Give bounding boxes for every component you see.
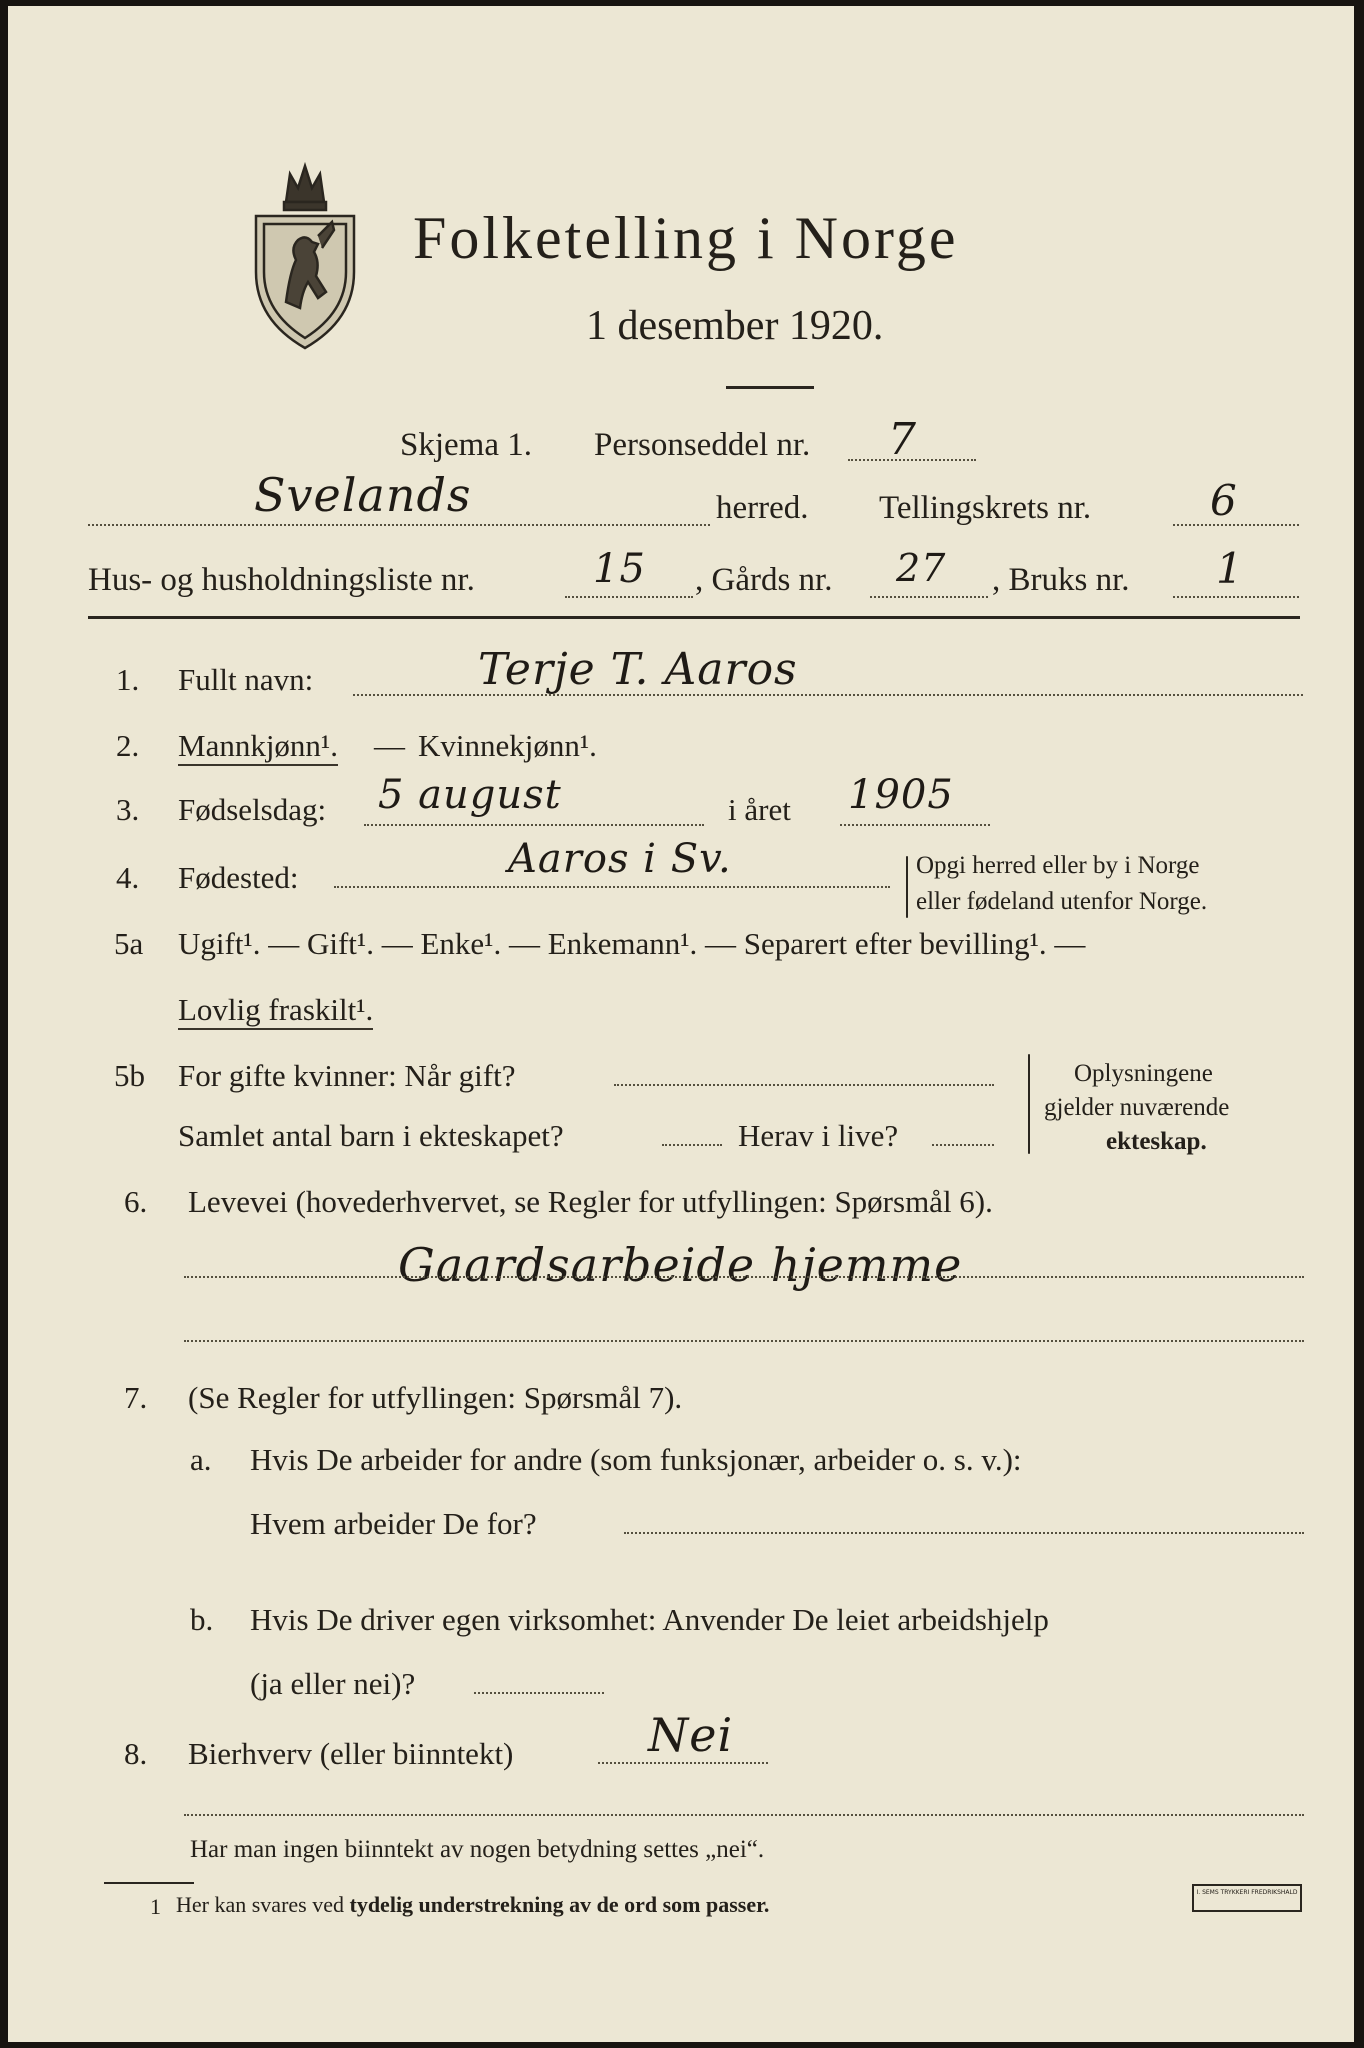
q7-number: 7. bbox=[124, 1380, 148, 1415]
q3-label: Fødselsdag: bbox=[178, 792, 327, 827]
q6-number: 6. bbox=[124, 1184, 148, 1219]
q5b-children-label: Samlet antal barn i ekteskapet? bbox=[178, 1118, 564, 1153]
husliste-value: 15 bbox=[593, 546, 646, 592]
q8-number: 8. bbox=[124, 1736, 148, 1771]
bruks-value: 1 bbox=[1216, 544, 1244, 593]
bruks-line bbox=[1173, 596, 1299, 598]
q4-note-brace bbox=[906, 856, 908, 918]
q6-line2 bbox=[184, 1340, 1304, 1342]
q2-separator: — bbox=[374, 728, 405, 763]
q4-number: 4. bbox=[116, 860, 140, 895]
herred-line bbox=[88, 524, 710, 526]
q3-date-line bbox=[364, 824, 704, 826]
q5b-alive-label: Herav i live? bbox=[738, 1118, 899, 1153]
q5b-children-line bbox=[662, 1144, 722, 1146]
q8-line2 bbox=[184, 1814, 1304, 1816]
census-date: 1 desember 1920. bbox=[586, 303, 884, 349]
q2-female-option: Kvinnekjønn¹. bbox=[418, 728, 597, 763]
q7a-question-line2: Hvem arbeider De for? bbox=[250, 1506, 537, 1541]
personseddel-value: 7 bbox=[888, 414, 917, 465]
q6-line1 bbox=[184, 1276, 1304, 1278]
tellingskrets-value: 6 bbox=[1210, 476, 1238, 525]
q5a-number: 5a bbox=[114, 926, 144, 961]
q5b-note-line2: gjelder nuværende bbox=[1044, 1094, 1230, 1121]
q5a-options-line1: Ugift¹. — Gift¹. — Enke¹. — Enkemann¹. — Separert efter bevilling¹. — bbox=[178, 926, 1086, 961]
q5b-when-married-label: For gifte kvinner: Når gift? bbox=[178, 1058, 516, 1093]
q4-line bbox=[334, 886, 890, 888]
gards-label: , Gårds nr. bbox=[695, 562, 833, 598]
skjema-label: Skjema 1. bbox=[400, 427, 532, 463]
printer-stamp: I. SEMS TRYKKERI FREDRIKSHALD bbox=[1192, 1884, 1302, 1912]
norway-coat-of-arms-icon bbox=[246, 152, 364, 352]
personseddel-label: Personseddel nr. bbox=[594, 427, 811, 463]
q4-note-line1: Opgi herred eller by i Norge bbox=[916, 852, 1200, 879]
q7a-letter: a. bbox=[190, 1442, 212, 1477]
q7b-answer-line bbox=[474, 1692, 604, 1694]
q3-year-line bbox=[840, 824, 990, 826]
q5b-note-line3: ekteskap. bbox=[1106, 1128, 1207, 1155]
q7b-question-line1: Hvis De driver egen virksomhet: Anvender De leiet arbeidshjelp bbox=[250, 1602, 1049, 1637]
footnote-text-bold: tydelig understrekning av de ord som passer. bbox=[349, 1892, 770, 1917]
footnote-text bbox=[176, 1892, 769, 1918]
q7a-answer-line bbox=[624, 1532, 1304, 1534]
q3-number: 3. bbox=[116, 792, 140, 827]
q7a-question-line1: Hvis De arbeider for andre (som funksjonær, arbeider o. s. v.): bbox=[250, 1442, 1022, 1477]
q5b-when-married-line bbox=[614, 1084, 994, 1086]
q8-answer-line bbox=[598, 1762, 768, 1764]
tellingskrets-label: Tellingskrets nr. bbox=[879, 490, 1092, 526]
q8-note: Har man ingen biinntekt av nogen betydning settes „nei“. bbox=[190, 1836, 765, 1863]
q6-occupation-value: Gaardsarbeide hjemme bbox=[398, 1238, 963, 1292]
q1-number: 1. bbox=[116, 662, 140, 697]
q4-label: Fødested: bbox=[178, 860, 299, 895]
q4-birthplace-value: Aaros i Sv. bbox=[508, 836, 732, 882]
footnote-text-normal: Her kan svares ved bbox=[176, 1892, 344, 1917]
q8-side-income-value: Nei bbox=[648, 1708, 734, 1762]
bruks-label: , Bruks nr. bbox=[992, 562, 1130, 598]
q5b-note-line1: Oplysningene bbox=[1074, 1060, 1213, 1087]
q1-full-name-value: Terje T. Aaros bbox=[478, 644, 798, 695]
husliste-line bbox=[565, 596, 693, 598]
herred-label: herred. bbox=[716, 490, 809, 526]
q3-year-value: 1905 bbox=[848, 772, 954, 818]
q3-birthday-value: 5 august bbox=[378, 772, 562, 818]
q3-year-label: i året bbox=[728, 792, 791, 827]
gards-value: 27 bbox=[896, 546, 947, 590]
q5a-options-line2: Lovlig fraskilt¹. bbox=[178, 992, 373, 1030]
title-divider bbox=[726, 386, 814, 389]
q1-label: Fullt navn: bbox=[178, 662, 314, 697]
herred-value: Svelands bbox=[254, 468, 472, 522]
census-form-sheet bbox=[8, 6, 1354, 2042]
q7b-question-line2: (ja eller nei)? bbox=[250, 1666, 416, 1701]
q4-note-line2: eller fødeland utenfor Norge. bbox=[916, 888, 1208, 915]
q7b-letter: b. bbox=[190, 1602, 214, 1637]
footnote-number: 1 bbox=[150, 1894, 161, 1919]
header-divider bbox=[88, 616, 1300, 619]
q6-label: Levevei (hovederhvervet, se Regler for utfyllingen: Spørsmål 6). bbox=[188, 1184, 993, 1219]
q2-number: 2. bbox=[116, 728, 140, 763]
q5b-alive-line bbox=[932, 1144, 994, 1146]
page-title: Folketelling i Norge bbox=[413, 205, 959, 271]
q8-label: Bierhverv (eller biinntekt) bbox=[188, 1736, 514, 1771]
husliste-label: Hus- og husholdningsliste nr. bbox=[88, 562, 475, 598]
q2-male-option: Mannkjønn¹. bbox=[178, 728, 338, 766]
footnote-divider bbox=[104, 1882, 194, 1884]
q5b-note-brace bbox=[1028, 1054, 1030, 1154]
gards-line bbox=[870, 596, 988, 598]
q5b-number: 5b bbox=[114, 1058, 145, 1093]
q7-label: (Se Regler for utfyllingen: Spørsmål 7). bbox=[188, 1380, 683, 1415]
